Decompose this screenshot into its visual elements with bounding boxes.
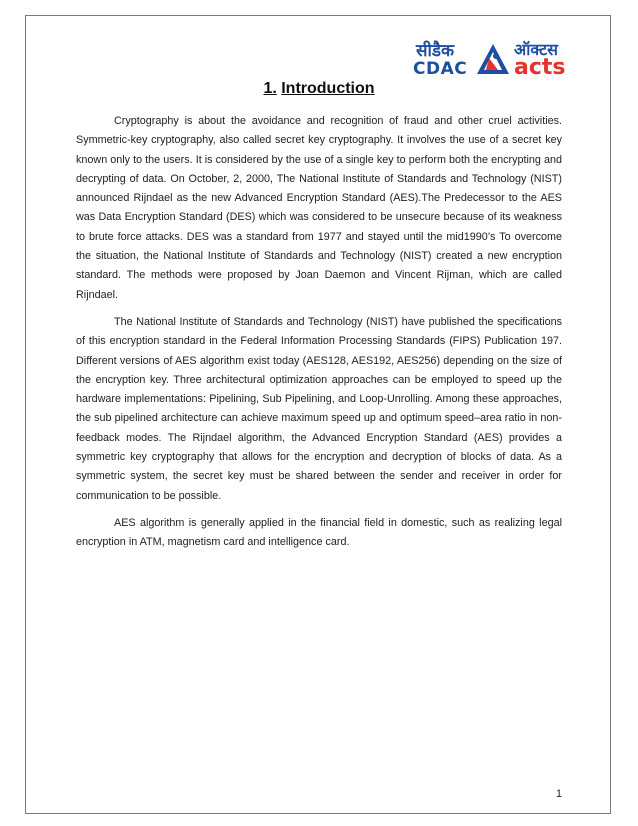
paragraph-2: The National Institute of Standards and Technology (NIST) have published the specifications of this encryption standard in the Federal Information Processing Standards (FIPS) Publication 197. Different versions of AES algorithm exist today (AES128, AES192, AES256) depending on the size of the encryption key. Three architectural optimization approaches can be employed to speed up the hardware implementations: Pipelining, Sub Pipelining, and Loop-Unrolling. Among these approaches, the sub pipelined architecture can achieve maximum speed up and optimum speed–area ratio in non-feedback modes. The Rijndael algorithm, the Advanced Encryption Standard (AES) provides a symmetric key cryptography that allows for the encryption and decryption of blocks of data. As a symmetric system, the secret key must be shared between the sender and receiver in order for communication to be possible. bbox=[76, 315, 562, 502]
header-logos bbox=[412, 38, 594, 80]
cdac-hindi-text: सीडैक bbox=[416, 41, 455, 61]
acts-latin-text: acts bbox=[514, 55, 566, 80]
body-text bbox=[76, 112, 562, 561]
cdac-logo bbox=[412, 38, 474, 80]
acts-logo bbox=[476, 38, 594, 80]
paragraph-1: Cryptography is about the avoidance and recognition of fraud and other cruel activities. Symmetric-key cryptography, also called secret key cryptography. It involves the use of a secret key known only to the users. It is considered by the use of a single key to perform both the encrypting and decrypting of data. On October, 2, 2000, The National Institute of Standards and Technology (NIST) announced Rijndael as the new Advanced Encryption Standard (AES).The Predecessor to the AES was Data Encryption Standard (DES) which was considered to be unsecure because of its weakness to brute force attacks. DES was a standard from 1977 and stayed until the mid1990’s To overcome the situation, the National Institute of Standards and Technology (NIST) created a new encryption standard. The methods were proposed by Joan Daemon and Vincent Rijman, which are called Rijndael. bbox=[76, 115, 562, 301]
page-number: 1 bbox=[556, 788, 563, 800]
acts-emblem-icon bbox=[476, 42, 510, 76]
section-title: Introduction bbox=[281, 80, 375, 97]
section-number: 1. bbox=[263, 80, 277, 97]
section-heading bbox=[0, 80, 638, 98]
paragraph-3: AES algorithm is generally applied in the financial field in domestic, such as realizing legal encryption in ATM, magnetism card and intelligence card. bbox=[76, 516, 562, 549]
acts-hindi-text: ऑक्टस bbox=[514, 40, 558, 59]
cdac-latin-text: CDAC bbox=[413, 59, 468, 79]
